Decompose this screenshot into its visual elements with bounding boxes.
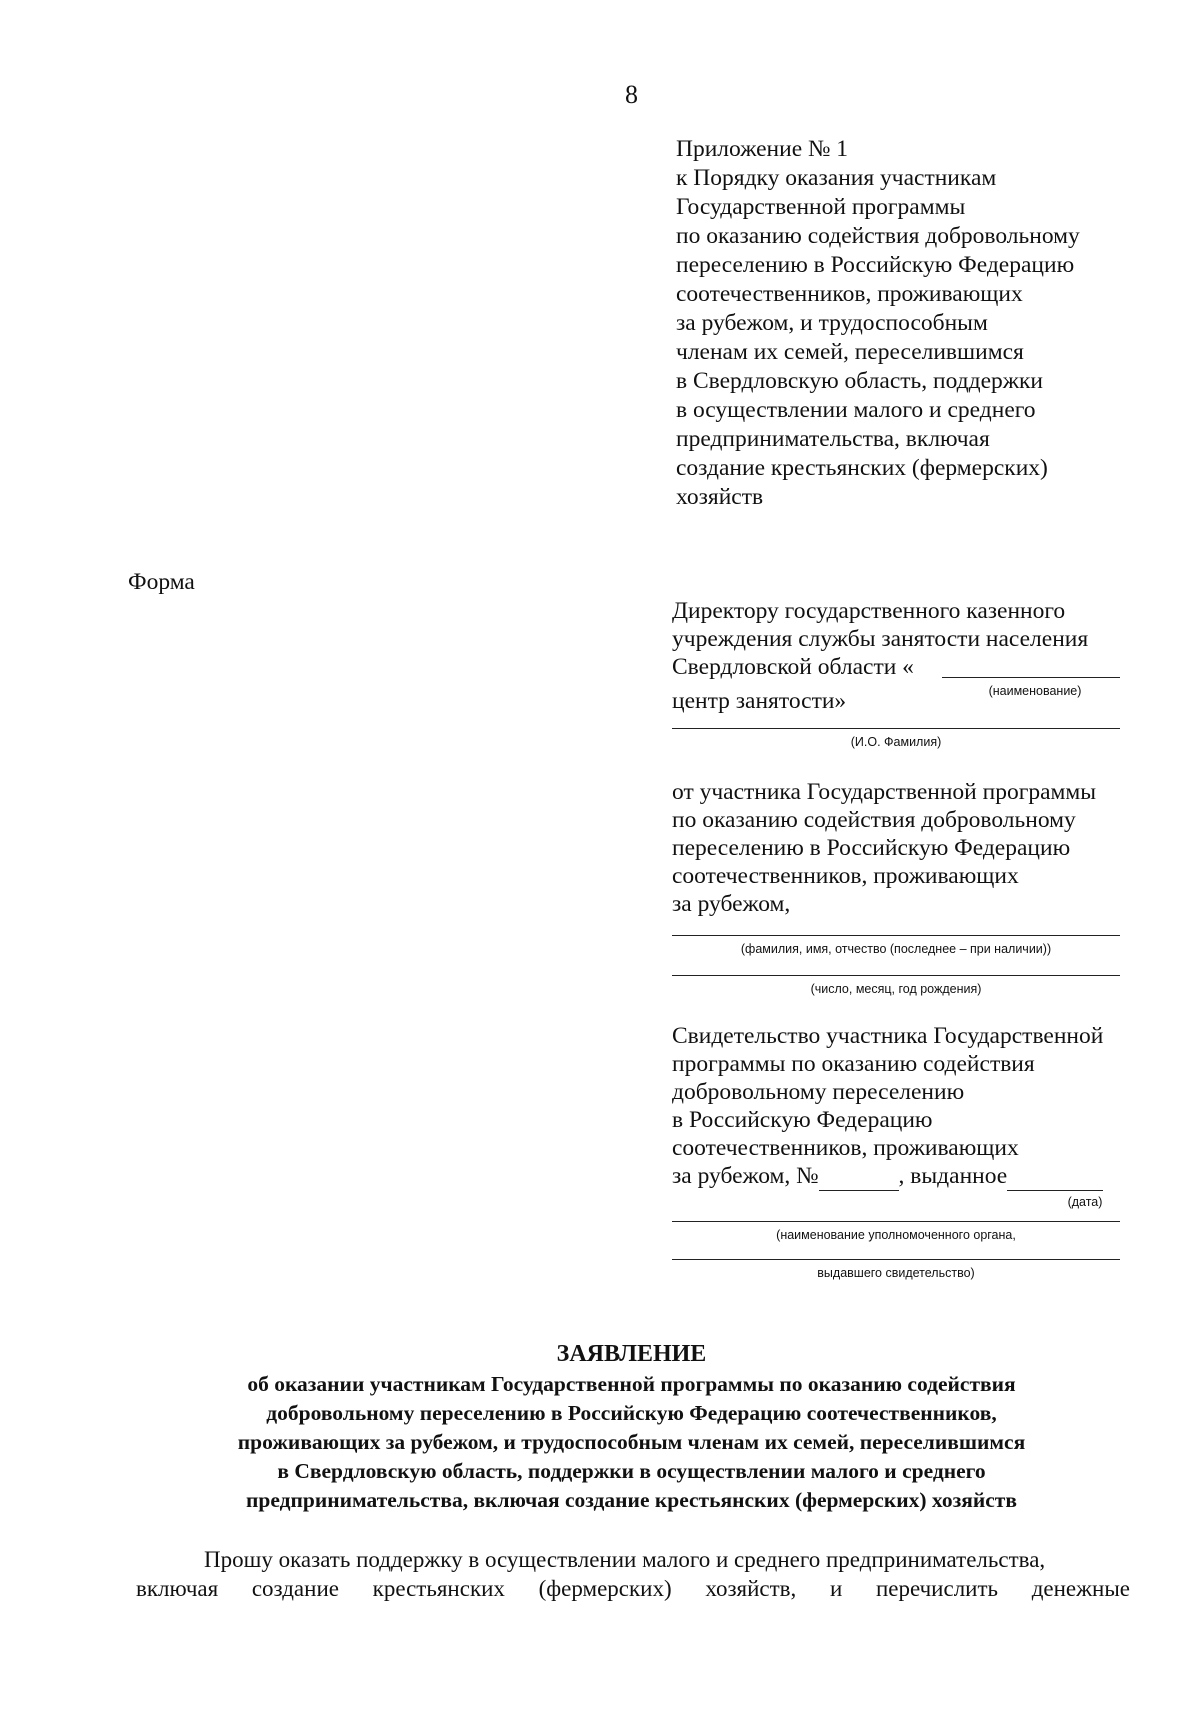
authority-field[interactable] bbox=[672, 1221, 1120, 1222]
appendix-header bbox=[676, 135, 1176, 512]
form-label: Форма bbox=[128, 569, 195, 595]
applicant-line: от участника Государственной программы bbox=[672, 779, 1097, 805]
certificate-date-field[interactable] bbox=[1007, 1162, 1103, 1191]
statement-body-line: включая создание крестьянских (фермерских) хозяйств, и перечислить денежные bbox=[136, 1576, 1130, 1601]
subtitle-line: предпринимательства, включая создание крестьянских (фермерских) хозяйств bbox=[246, 1488, 1017, 1512]
caption-date: (дата) bbox=[1067, 1195, 1103, 1209]
certificate-issued-label: , выданное bbox=[898, 1163, 1008, 1189]
appendix-line: переселению в Российскую Федерацию bbox=[676, 252, 1075, 278]
caption-applicant-name: (фамилия, имя, отчество (последнее – при наличии)) bbox=[740, 942, 1052, 956]
birth-date-field[interactable] bbox=[672, 975, 1120, 976]
applicant-name-field[interactable] bbox=[672, 935, 1120, 936]
applicant-line: соотечественников, проживающих bbox=[672, 863, 1019, 889]
appendix-line: создание крестьянских (фермерских) bbox=[676, 455, 1048, 481]
subtitle-line: об оказании участникам Государственной программы по оказанию содействия bbox=[247, 1372, 1016, 1396]
certificate-prefix: за рубежом, № bbox=[672, 1163, 819, 1189]
certificate-line: соотечественников, проживающих bbox=[672, 1135, 1019, 1161]
appendix-line: за рубежом, и трудоспособным bbox=[676, 310, 988, 336]
certificate-line: в Российскую Федерацию bbox=[672, 1107, 933, 1133]
certificate-block bbox=[672, 1022, 1142, 1162]
appendix-line: по оказанию содействия добровольному bbox=[676, 223, 1080, 249]
certificate-number-field[interactable] bbox=[819, 1162, 899, 1191]
addressee-block-end bbox=[672, 687, 846, 715]
director-name-field[interactable] bbox=[672, 728, 1120, 729]
certificate-line: добровольному переселению bbox=[672, 1079, 965, 1105]
appendix-line: в Свердловскую область, поддержки bbox=[676, 368, 1043, 394]
addressee-line: учреждения службы занятости населения bbox=[672, 626, 1089, 652]
appendix-line: хозяйств bbox=[676, 484, 764, 510]
statement-subtitle bbox=[160, 1370, 1103, 1515]
addressee-line: Директору государственного казенного bbox=[672, 598, 1066, 624]
page-number: 8 bbox=[625, 80, 638, 109]
addressee-line: центр занятости» bbox=[672, 688, 847, 714]
caption-issued: выдавшего свидетельство) bbox=[817, 1266, 975, 1280]
authority-field-cont[interactable] bbox=[672, 1259, 1120, 1260]
appendix-line: к Порядку оказания участникам bbox=[676, 165, 997, 191]
addressee-block bbox=[672, 597, 1132, 681]
applicant-block bbox=[672, 778, 1132, 918]
agency-name-field[interactable] bbox=[942, 677, 1120, 678]
subtitle-line: проживающих за рубежом, и трудоспособным членам их семей, переселившимся bbox=[237, 1430, 1026, 1454]
subtitle-line: в Свердловскую область, поддержки в осуществлении малого и среднего bbox=[277, 1459, 986, 1483]
subtitle-line: добровольному переселению в Российскую Федерацию соотечественников, bbox=[266, 1401, 997, 1425]
statement-body-line: Прошу оказать поддержку в осуществлении малого и среднего предпринимательства, bbox=[204, 1547, 1046, 1572]
caption-fio: (И.О. Фамилия) bbox=[850, 735, 942, 749]
appendix-line: Государственной программы bbox=[676, 194, 966, 220]
appendix-line: предпринимательства, включая bbox=[676, 426, 990, 452]
appendix-line: соотечественников, проживающих bbox=[676, 281, 1023, 307]
certificate-line: Свидетельство участника Государственной bbox=[672, 1023, 1104, 1049]
certificate-number-line bbox=[672, 1162, 1132, 1191]
certificate-line: программы по оказанию содействия bbox=[672, 1051, 1035, 1077]
statement-title: ЗАЯВЛЕНИЕ bbox=[556, 1341, 707, 1367]
applicant-line: по оказанию содействия добровольному bbox=[672, 807, 1076, 833]
caption-birth-date: (число, месяц, год рождения) bbox=[810, 982, 982, 996]
applicant-line: за рубежом, bbox=[672, 891, 791, 917]
applicant-line: переселению в Российскую Федерацию bbox=[672, 835, 1071, 861]
addressee-line: Свердловской области « bbox=[672, 654, 914, 680]
appendix-line: членам их семей, переселившимся bbox=[676, 339, 1024, 365]
appendix-line: Приложение № 1 bbox=[676, 136, 849, 162]
appendix-line: в осуществлении малого и среднего bbox=[676, 397, 1036, 423]
caption-name: (наименование) bbox=[988, 684, 1082, 698]
caption-authority: (наименование уполномоченного органа, bbox=[776, 1228, 1016, 1242]
